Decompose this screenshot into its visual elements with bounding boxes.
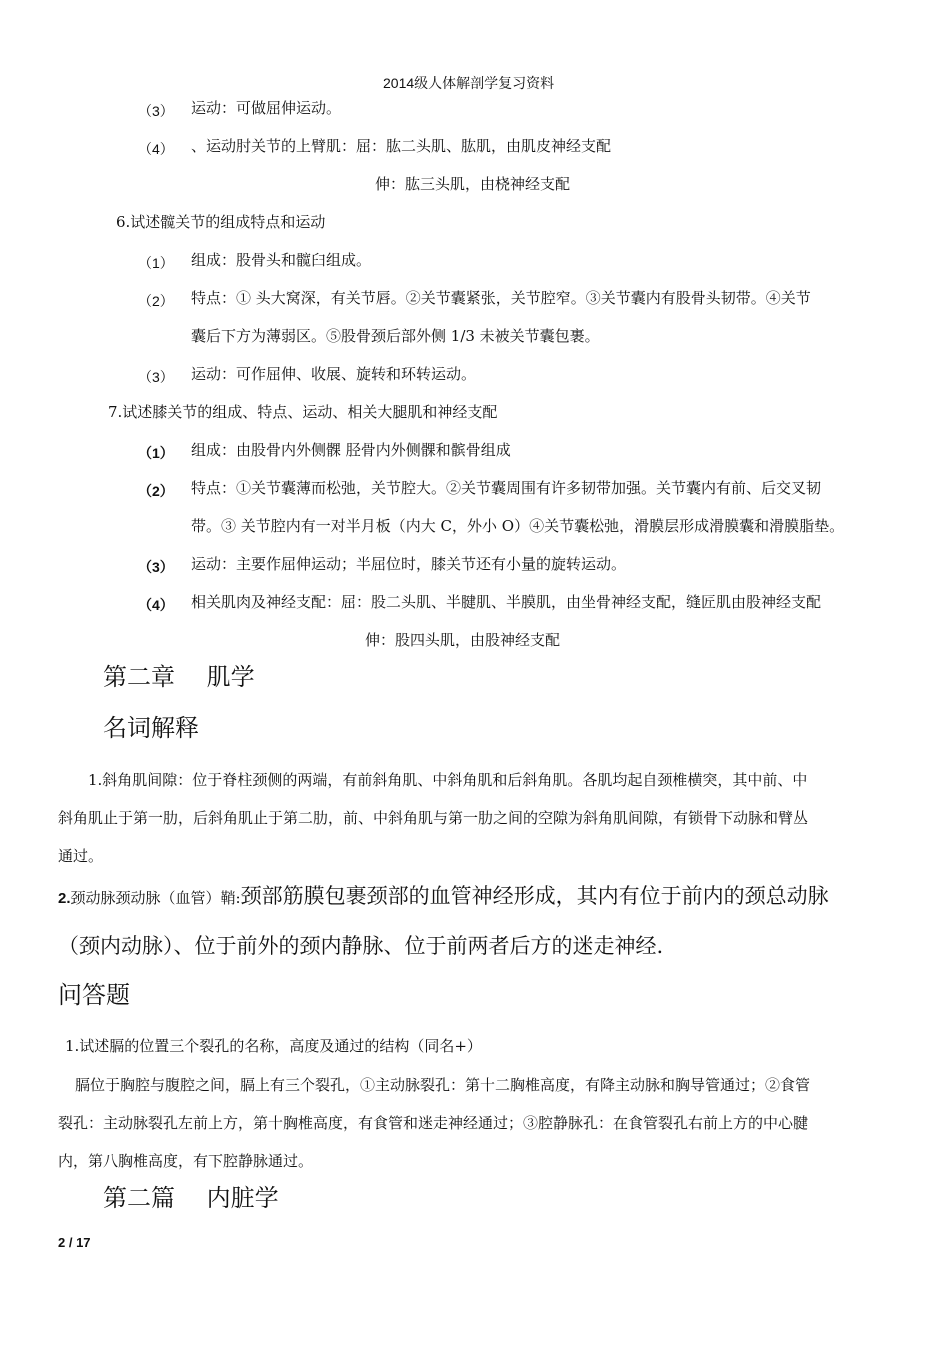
section-heading: 名词解释 [103,714,199,742]
question-title: 7.试述膝关节的组成、特点、运动、相关大腿肌和神经支配 [108,403,498,421]
item-text: 组成：股骨头和髋臼组成。 [191,251,372,269]
item-text: 运动：可做屈伸运动。 [191,99,342,117]
term-name: 颈动脉颈动脉（血管）鞘: [70,889,241,907]
item-text: 运动：可作屈伸、收展、旋转和环转运动。 [191,365,477,383]
page-number: 2 / 17 [58,1235,91,1250]
term-definition: 斜角肌止于第一肋，后斜角肌止于第二肋，前、中斜角肌与第一肋之间的空隙为斜角肌间隙，有锁骨下动脉和臂丛 [58,809,809,827]
item-text: 特点：① 头大窝深，有关节唇。②关节囊紧张，关节腔窄。③关节囊内有股骨头韧带。④关节 [191,289,811,307]
item-text: 运动：主要作屈伸运动；半屈位时，膝关节还有小量的旋转运动。 [191,555,627,573]
part-title: 第二篇 内脏学 [103,1184,279,1212]
answer-text: 裂孔：主动脉裂孔左前上方，第十胸椎高度，有食管和迷走神经通过；③腔静脉孔：在食管裂孔右前上方的中心腱 [58,1114,809,1132]
item-text: 相关肌肉及神经支配：屈：股二头肌、半腱肌、半膜肌，由坐骨神经支配，缝匠肌由股神经支配 [191,593,822,611]
section-heading: 问答题 [58,981,130,1009]
term-definition-text: 颈部筋膜包裹颈部的血管神经形成，其内有位于前内的颈总动脉 [240,884,829,908]
item-number: （3） [138,559,174,575]
answer-text: 膈位于胸腔与腹腔之间，膈上有三个裂孔，①主动脉裂孔：第十二胸椎高度，有降主动脉和胸导管通过；②食管 [75,1076,811,1094]
answer-text: 内，第八胸椎高度，有下腔静脉通过。 [58,1152,314,1170]
term-number: 2. [58,890,71,907]
item-text: 、运动肘关节的上臂肌：屈：肱二头肌、肱肌，由肌皮神经支配 [191,137,612,155]
item-text: 组成：由股骨内外侧髁 胫骨内外侧髁和髌骨组成 [191,441,511,459]
item-text-continued: 伸：股四头肌，由股神经支配 [365,631,561,649]
item-number: （3） [138,369,174,385]
chapter-title: 第二章 肌学 [103,663,255,691]
term-definition-continued: （颈内动脉）、位于前外的颈内静脉、位于前两者后方的迷走神经. [58,934,664,958]
term-definition: 通过。 [58,847,104,865]
item-number: （2） [138,483,174,499]
item-number: （4） [138,141,174,157]
item-text-continued: 伸：肱三头肌，由桡神经支配 [375,175,571,193]
term-definition-line [58,882,829,910]
item-number: （4） [138,597,174,613]
item-number: （2） [138,293,174,309]
item-number: （3） [138,103,174,119]
page-header: 2014级人体解剖学复习资料 [383,75,555,91]
item-number: （1） [138,255,174,271]
question-title: 1.试述膈的位置三个裂孔的名称，高度及通过的结构（同名+） [65,1037,482,1055]
item-number: （1） [138,445,174,461]
question-title: 6.试述髋关节的组成特点和运动 [116,213,326,231]
item-text-continued: 带。③ 关节腔内有一对半月板（内大 C，外小 O）④关节囊松弛，滑膜层形成滑膜囊和滑膜脂垫。 [191,517,845,535]
item-text: 特点：①关节囊薄而松弛，关节腔大。②关节囊周围有许多韧带加强。关节囊内有前、后交叉韧 [191,479,822,497]
item-text-continued: 囊后下方为薄弱区。⑤股骨颈后部外侧 1/3 未被关节囊包裹。 [191,327,600,345]
term-definition: 1.斜角肌间隙：位于脊柱颈侧的两端，有前斜角肌、中斜角肌和后斜角肌。各肌均起自颈椎横突，其中前、中 [88,771,808,789]
